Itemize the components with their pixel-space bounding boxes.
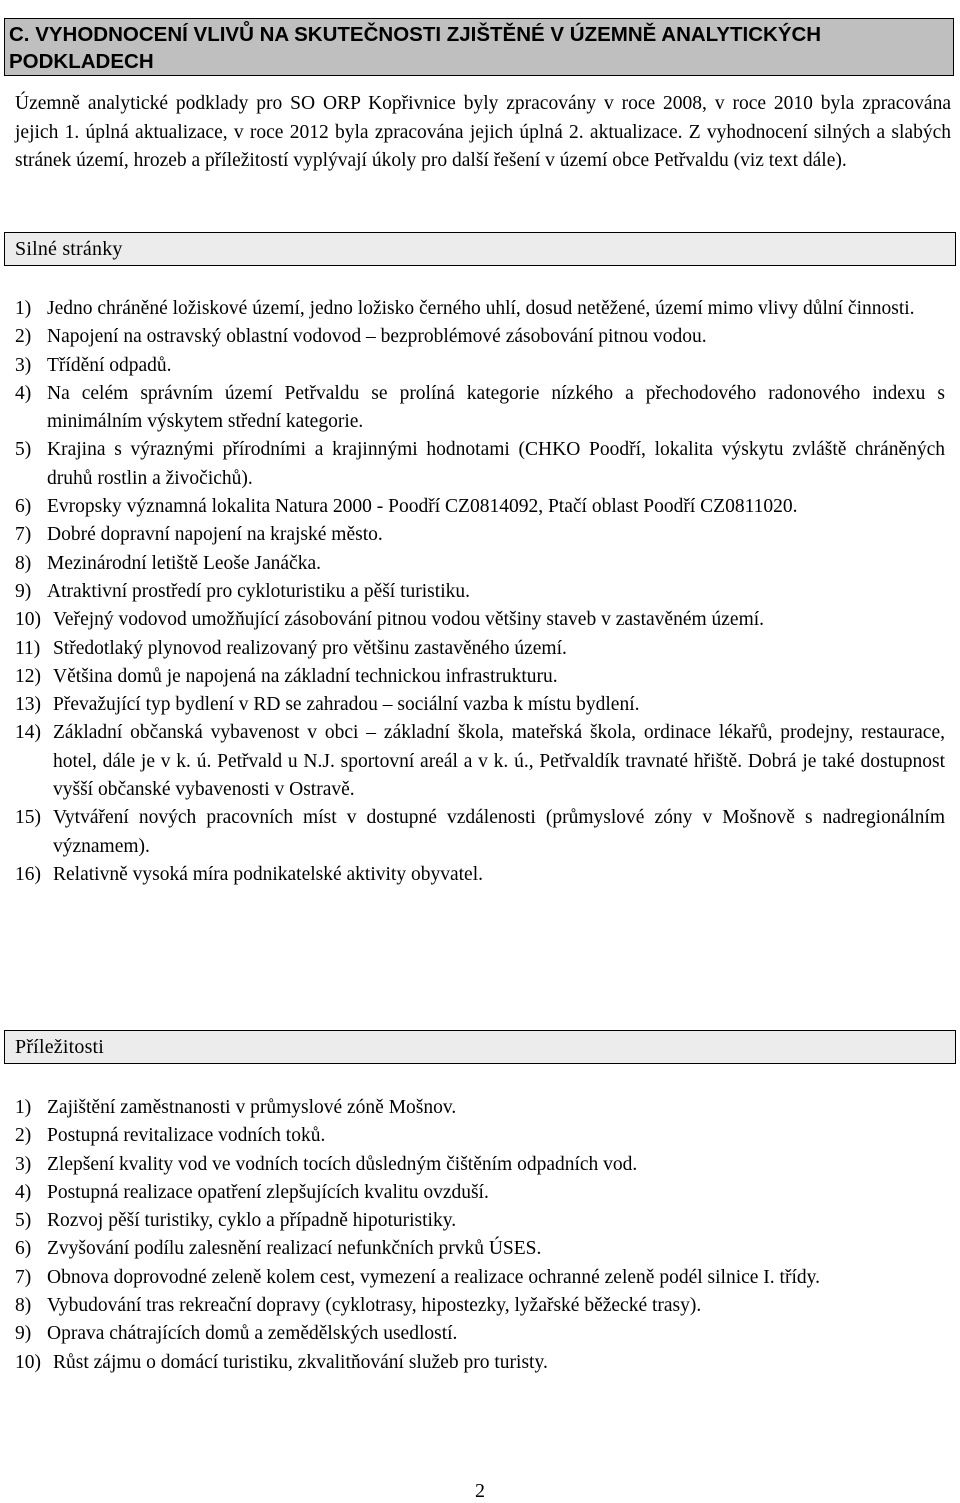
list-item-number: 3) (15, 1153, 32, 1175)
list-item-text: Atraktivní prostředí pro cykloturistiku a pěší turistiku. (47, 580, 470, 602)
list-item (15, 1151, 945, 1179)
list-item-text: Růst zájmu o domácí turistiku, zkvalitňování služeb pro turisty. (53, 1351, 548, 1373)
list-item (15, 1179, 945, 1207)
list-item-number: 1) (15, 298, 32, 319)
list-item-number: 14) (15, 722, 41, 744)
list-item (15, 1264, 945, 1292)
list-item-text: Převažující typ bydlení v RD se zahradou – sociální vazba k místu bydlení. (53, 694, 640, 716)
list-item (15, 1320, 945, 1348)
list-item (15, 380, 945, 437)
list-item-number: 10) (15, 1351, 41, 1373)
list-item-number: 12) (15, 665, 41, 687)
list-item-number: 10) (15, 609, 41, 631)
list-item-number: 1) (15, 1097, 32, 1118)
list-item-text: Krajina s výraznými přírodními a krajinnými hodnotami (CHKO Poodří, lokalita výskytu zvláště chráněných druhů rostlin a živočichů). (47, 439, 945, 489)
list-item-number: 16) (15, 863, 41, 885)
list-item (15, 1349, 945, 1377)
list-item (15, 1094, 945, 1122)
list-item (15, 550, 945, 578)
section-heading: C. VYHODNOCENÍ VLIVŮ NA SKUTEČNOSTI ZJIŠTĚNÉ V ÚZEMNĚ ANALYTICKÝCH PODKLADECH (4, 18, 954, 76)
page-number: 2 (475, 1480, 485, 1502)
list-item-number: 2) (15, 1125, 32, 1147)
list-item-text: Jedno chráněné ložiskové území, jedno ložisko černého uhlí, dosud netěžené, území mimo vlivy důlní činnosti. (47, 298, 915, 319)
intro-paragraph: Územně analytické podklady pro SO ORP Kopřivnice byly zpracovány v roce 2008, v roce 2010 byla zpracována jejich 1. úplná aktualizace, v roce 2012 byla zpracována jejich úplná 2. aktualizace. Z vyhodnocení silných a slabých stránek území, hrozeb a příležitostí vyplývají úkoly pro další řešení v území obce Petřvaldu (viz text dále). (15, 93, 951, 172)
list-item (15, 804, 945, 861)
list-item (15, 1122, 945, 1150)
list-item (15, 578, 945, 606)
list-item-text: Vytváření nových pracovních míst v dostupné vzdálenosti (průmyslové zóny v Mošnově s nadregionálním významem). (53, 807, 945, 857)
strengths-list (15, 295, 945, 889)
list-item (15, 436, 945, 493)
opportunities-list (15, 1094, 945, 1377)
list-item-number: 9) (15, 580, 32, 602)
list-item-number: 4) (15, 1181, 32, 1203)
list-item (15, 352, 945, 380)
list-item-text: Mezinárodní letiště Leoše Janáčka. (47, 552, 321, 574)
list-item-text: Relativně vysoká míra podnikatelské aktivity obyvatel. (53, 863, 483, 885)
list-item-text: Dobré dopravní napojení na krajské město. (47, 524, 383, 546)
list-item (15, 719, 945, 804)
list-item-number: 11) (15, 637, 41, 659)
list-item (15, 1235, 945, 1263)
list-item (15, 493, 945, 521)
list-item-number: 3) (15, 354, 32, 376)
list-item (15, 635, 945, 663)
list-item-number: 4) (15, 382, 32, 404)
list-item-number: 5) (15, 439, 32, 461)
list-item-number: 5) (15, 1210, 32, 1232)
list-item-text: Základní občanská vybavenost v obci – základní škola, mateřská škola, ordinace lékařů, prodejny, restaurace, hotel, dále je v k. ú. Petřvald u N.J. sportovní areál a v k. ú., Petřvaldík travnaté hřiště. Dobrá je také dostupnost vyšší občanské vybavenosti v Ostravě. (53, 722, 945, 801)
list-item-number: 13) (15, 694, 41, 716)
opportunities-heading: Příležitosti (4, 1030, 956, 1064)
list-item-number: 9) (15, 1323, 32, 1345)
list-item (15, 663, 945, 691)
list-item-number: 7) (15, 1266, 32, 1288)
list-item-text: Většina domů je napojená na základní technickou infrastrukturu. (53, 665, 558, 687)
list-item-text: Obnova doprovodné zeleně kolem cest, vymezení a realizace ochranné zeleně podél silnice I. třídy. (47, 1266, 820, 1288)
list-item (15, 295, 945, 323)
list-item-text: Vybudování tras rekreační dopravy (cyklotrasy, hipostezky, lyžařské běžecké trasy). (47, 1295, 702, 1317)
list-item (15, 323, 945, 351)
list-item-number: 6) (15, 1238, 32, 1260)
list-item-number: 15) (15, 807, 41, 829)
list-item-number: 6) (15, 496, 32, 518)
list-item (15, 861, 945, 889)
list-item-text: Třídění odpadů. (47, 354, 172, 376)
list-item-text: Zlepšení kvality vod ve vodních tocích důsledným čištěním odpadních vod. (47, 1153, 638, 1175)
list-item-number: 8) (15, 552, 32, 574)
list-item-text: Postupná revitalizace vodních toků. (47, 1125, 326, 1147)
list-item-text: Postupná realizace opatření zlepšujících kvalitu ovzduší. (47, 1181, 489, 1203)
list-item (15, 691, 945, 719)
list-item-text: Zajištění zaměstnanosti v průmyslové zóně Mošnov. (47, 1097, 457, 1118)
list-item-text: Rozvoj pěší turistiky, cyklo a případně hipoturistiky. (47, 1210, 457, 1232)
list-item-text: Napojení na ostravský oblastní vodovod – bezproblémové zásobování pitnou vodou. (47, 326, 707, 348)
strengths-heading: Silné stránky (4, 232, 956, 266)
list-item (15, 521, 945, 549)
list-item-text: Evropsky významná lokalita Natura 2000 - Poodří CZ0814092, Ptačí oblast Poodří CZ0811020. (47, 496, 798, 518)
list-item-text: Veřejný vodovod umožňující zásobování pitnou vodou většiny staveb v zastavěném území. (53, 609, 765, 631)
list-item-number: 2) (15, 326, 32, 348)
list-item (15, 1207, 945, 1235)
list-item-text: Zvyšování podílu zalesnění realizací nefunkčních prvků ÚSES. (47, 1238, 542, 1260)
list-item (15, 1292, 945, 1320)
list-item-text: Na celém správním území Petřvaldu se prolíná kategorie nízkého a přechodového radonového indexu s minimálním výskytem střední kategorie. (47, 382, 945, 433)
list-item-text: Oprava chátrajících domů a zemědělských usedlostí. (47, 1323, 458, 1345)
list-item-number: 8) (15, 1295, 32, 1317)
list-item-text: Středotlaký plynovod realizovaný pro většinu zastavěného území. (53, 637, 567, 659)
list-item-number: 7) (15, 524, 32, 546)
list-item (15, 606, 945, 634)
